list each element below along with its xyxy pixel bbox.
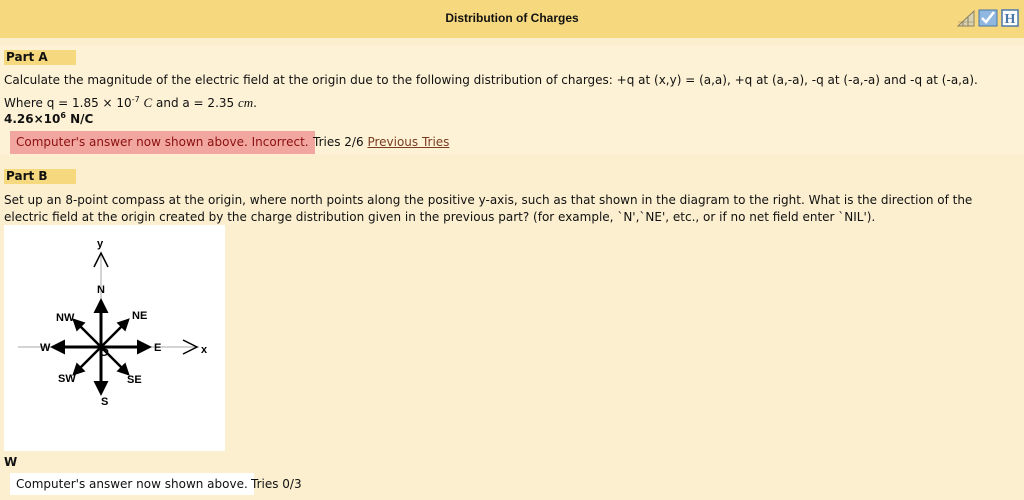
part-a-question: Calculate the magnitude of the electric field at the origin due to the following distribution of charges: +q at (x,y) = (a,a), +q at (a,-a), -q at (-a,-a) and -q at (-a,a). xyxy=(4,73,978,87)
answer-exponent: 6 xyxy=(60,111,66,120)
svg-text:H: H xyxy=(1004,12,1016,27)
label-w: W xyxy=(40,342,51,354)
compass-svg xyxy=(4,225,225,451)
compass-diagram xyxy=(4,225,225,451)
unit-a: cm xyxy=(237,95,254,110)
part-b-feedback: Computer's answer now shown above. xyxy=(10,473,254,495)
part-b-tries: Tries 0/3 xyxy=(251,477,302,491)
where-end: . xyxy=(253,96,257,110)
page-title: Distribution of Charges xyxy=(445,11,579,25)
label-ne: NE xyxy=(132,310,148,322)
header-bar xyxy=(0,0,1024,38)
part-b-answer: W xyxy=(4,455,18,469)
part-a-tries: Tries 2/6 xyxy=(313,135,364,149)
label-x: x xyxy=(201,344,208,356)
help-icon[interactable] xyxy=(1001,9,1019,30)
label-sw: SW xyxy=(58,373,76,385)
header-icons xyxy=(957,9,1019,30)
where-exponent: -7 xyxy=(131,95,140,104)
checkmark-icon[interactable] xyxy=(978,9,998,30)
graph-icon[interactable] xyxy=(957,9,975,30)
previous-tries-link[interactable]: Previous Tries xyxy=(367,135,450,149)
label-origin: O xyxy=(100,347,109,359)
part-a-label: Part A xyxy=(4,50,76,65)
label-s: S xyxy=(101,396,109,408)
label-nw: NW xyxy=(56,312,75,324)
part-a-answer xyxy=(4,111,93,126)
part-a-tries-row xyxy=(313,131,449,154)
answer-unit: N/C xyxy=(65,112,94,126)
label-e: E xyxy=(154,342,162,354)
part-b-question: Set up an 8-point compass at the origin, where north points along the positive y-axis, such as that shown in the diagram to the right. What is the direction of the electric field at the origin created by the charge distribution given in the previous part? (for example, `N',`NE', etc., or if no net field enter `NIL'). xyxy=(4,193,973,224)
label-y: y xyxy=(97,238,104,250)
where-prefix: Where q = 1.85 × 10 xyxy=(4,96,132,110)
unit-q: C xyxy=(143,95,153,110)
arrow-ne xyxy=(101,320,128,347)
answer-base: 4.26×10 xyxy=(4,112,61,126)
label-n: N xyxy=(97,284,105,296)
where-mid: and a = 2.35 xyxy=(152,96,238,110)
arrow-sw xyxy=(74,347,101,374)
part-a-feedback: Computer's answer now shown above. Incorrect. xyxy=(10,131,315,154)
part-b-label: Part B xyxy=(4,169,76,184)
arrow-nw xyxy=(74,320,101,347)
label-se: SE xyxy=(127,374,142,386)
part-a-where xyxy=(4,91,257,112)
